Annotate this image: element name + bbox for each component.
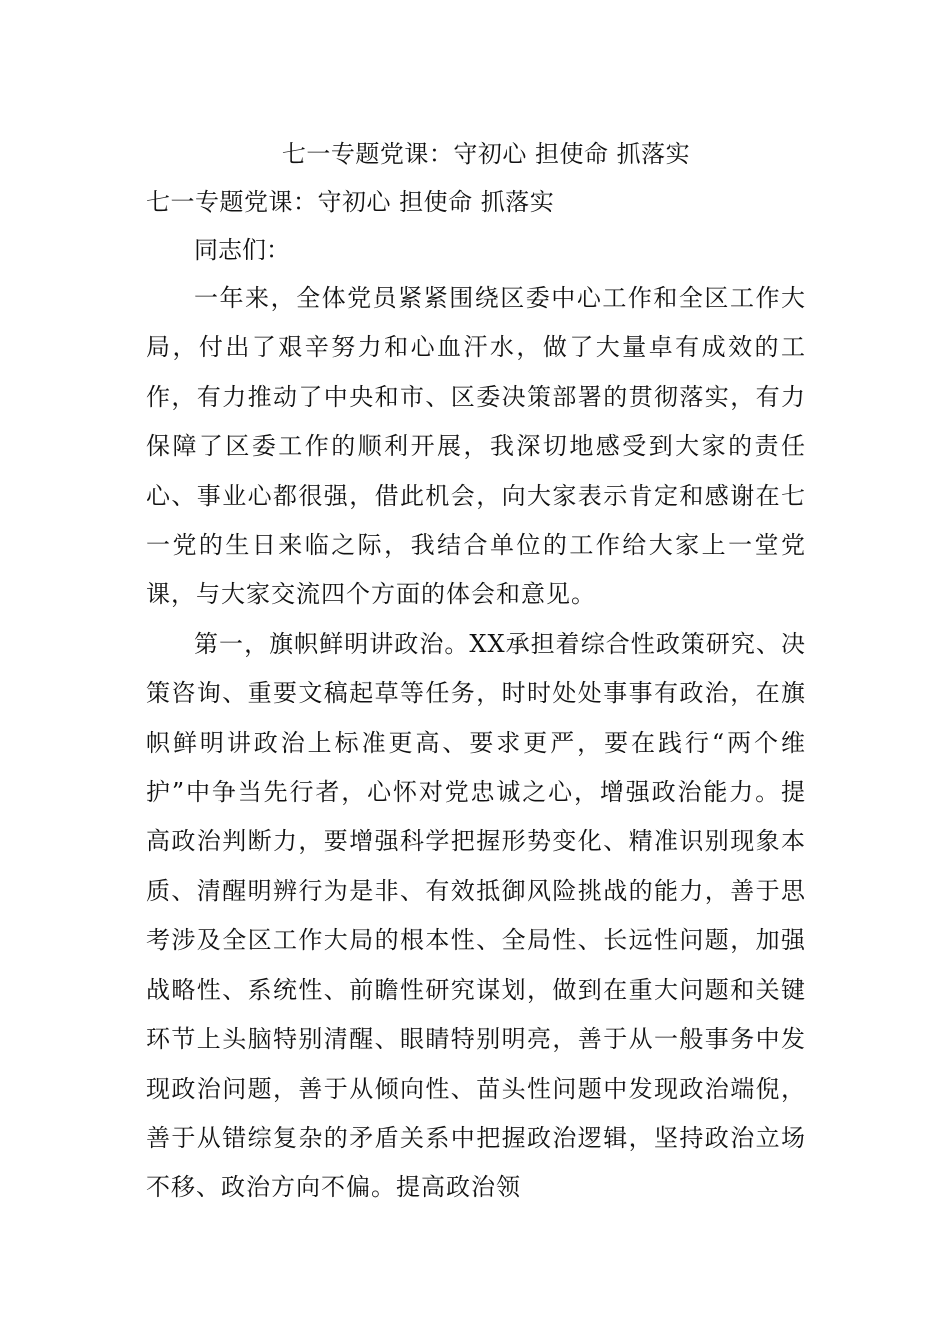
document-title: 七一专题党课：守初心 担使命 抓落实 xyxy=(281,140,691,168)
paragraph-first-point: 第一，旗帜鲜明讲政治。XX承担着综合性政策研究、决策咨询、重要文稿起草等任务，时时处处事事有政治，在旗帜鲜明讲政治上标准更高、要求更严，要在践行“两个维护”中争当先行者，心怀对党忠诚之心，增强政治能力。提高政治判断力，要增强科学把握形势变化、精准识别现象本质、清醒明辨行为是非、有效抵御风险挑战的能力，善于思考涉及全区工作大局的根本性、全局性、长远性问题，加强战略性、系统性、前瞻性研究谋划，做到在重大问题和关键环节上头脑特别清醒、眼睛特别明亮，善于从一般事务中发现政治问题，善于从倾向性、苗头性问题中发现政治端倪，善于从错综复杂的矛盾关系中把握政治逻辑，坚持政治立场不移、政治方向不偏。提高政治领 xyxy=(146,629,806,1202)
greeting-line: 同志们： xyxy=(194,236,290,264)
document-body xyxy=(146,130,806,1213)
document-subtitle: 七一专题党课：守初心 担使命 抓落实 xyxy=(146,188,555,216)
paragraph-intro: 一年来，全体党员紧紧围绕区委中心工作和全区工作大局，付出了艰辛努力和心血汗水，做了大量卓有成效的工作，有力推动了中央和市、区委决策部署的贯彻落实，有力保障了区委工作的顺利开展，我深切地感受到大家的责任心、事业心都很强，借此机会，向大家表示肯定和感谢在七一党的生日来临之际，我结合单位的工作给大家上一堂党课，与大家交流四个方面的体会和意见。 xyxy=(146,284,806,609)
